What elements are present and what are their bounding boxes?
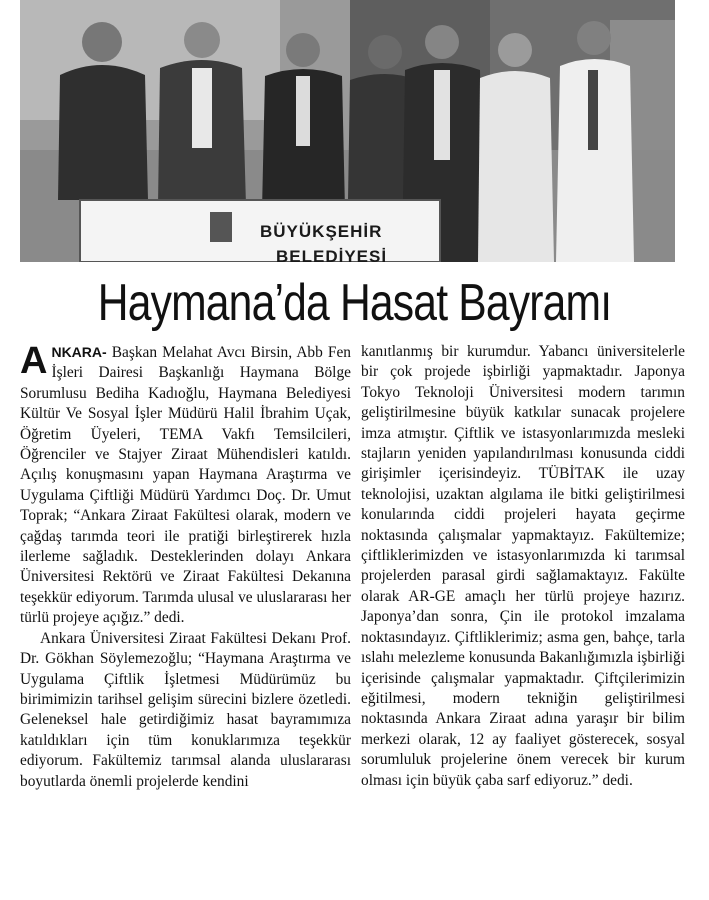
photo-scene <box>20 0 675 262</box>
banner-line-2: BELEDİYESİ <box>276 247 388 262</box>
paragraph-1-text: Başkan Melahat Avcı Birsin, Abb Fen İşleri Dairesi Başkanlığı Haymana Bölge Sorumlusu Bediha Kadıoğlu, Haymana Belediyesi Kültür Ve Sosyal İşler Müdürü Halil İbrahim Uçak, Öğretim Üyeleri, TEMA Vakfı Temsilcileri, Öğrenciler ve Stajyer Ziraat Mühendisleri katıldı. Açılış konuşmasını yapan Haymana Araştırma ve Uygulama Çiftliği Müdürü Yardımcı Doç. Dr. Umut Toprak; “Ankara Ziraat Fakültesi olarak, modern ve çağdaş tarımda teori ile pratiği birleştirerek hızla ilerleme sağladık. Desteklerinden dolayı Ankara Üniversitesi Rektörü ve Ziraat Fakültesi Dekanına teşekkür ediyorum. Tarımda ulusal ve uluslararası her türlü projeye açığız.” dedi. <box>20 344 351 627</box>
dateline: NKARA- <box>51 344 107 360</box>
article-column-left <box>20 342 351 792</box>
banner-line-1: BÜYÜKŞEHİR <box>260 222 383 241</box>
article-column-right <box>361 342 685 791</box>
headline: Haymana’da Hasat Bayramı <box>97 274 612 332</box>
paragraph-1 <box>20 342 351 629</box>
municipality-banner <box>80 200 440 262</box>
paragraph-2: Ankara Üniversitesi Ziraat Fakültesi Dekanı Prof. Dr. Gökhan Söylemezoğlu; “Haymana Araştırma ve Uygulama Çiftlik İşletmesi Müdürümüz bu birimimizin tarihsel gelişim sürecini bizlere özetledi. Geleneksel hale getirdiğimiz hasat bayramımıza katıldıkları için tüm konuklarımıza teşekkür ediyorum. Fakültemiz tarımsal alanda uluslararası boyutlarda önemli projelerde kendini <box>20 629 351 790</box>
dropcap: A <box>20 342 48 382</box>
paragraph-3: kanıtlanmış bir kurumdur. Yabancı üniversitelerle bir çok projede işbirliği yapmaktadır. Japonya Tokyo Teknoloji Üniversitesi modern tarımın geliştirilmesine büyük katkılar sunacak projelere imza atmıştır. Çiftlik ve istasyonlarımızda mesleki stajların yeniden yapılandırılması konusunda ciddi girişimler içerisindeyiz. TÜBİTAK ile uzay teknolojisi, uzaktan algılama ile bitki geliştirilmesi konularında ciddi projeleri hayata geçirme noktasında çalışmalar yapmaktayız. Fakültemize; çiftliklerimizden ve istasyonlarımızda ki tarımsal projelerden parasal girdi sağlamaktayız. Fakülte olarak AR-GE amaçlı her türlü projeye hazırız. Japonya’dan sonra, Çin ile protokol imzalama noktasındayız. Çiftliklerimiz; asma gen, bahçe, tarla ıslahı melezleme konusunda Bakanlığımızla işbirliği içerisinde çalışmalar yapmaktadır. Çiftçilerimizin eğitilmesi, modern tekniğin geliştirilmesi noktasında Ankara Ziraat adına yaraşır bir bilim merkezi olarak, 12 ay faaliyet gösterecek, sosyal sorumluluk projelerine önem verecek bir kurum olması için büyük çaba sarf ediyoruz.” dedi. <box>361 343 685 789</box>
group-photo <box>20 0 675 262</box>
